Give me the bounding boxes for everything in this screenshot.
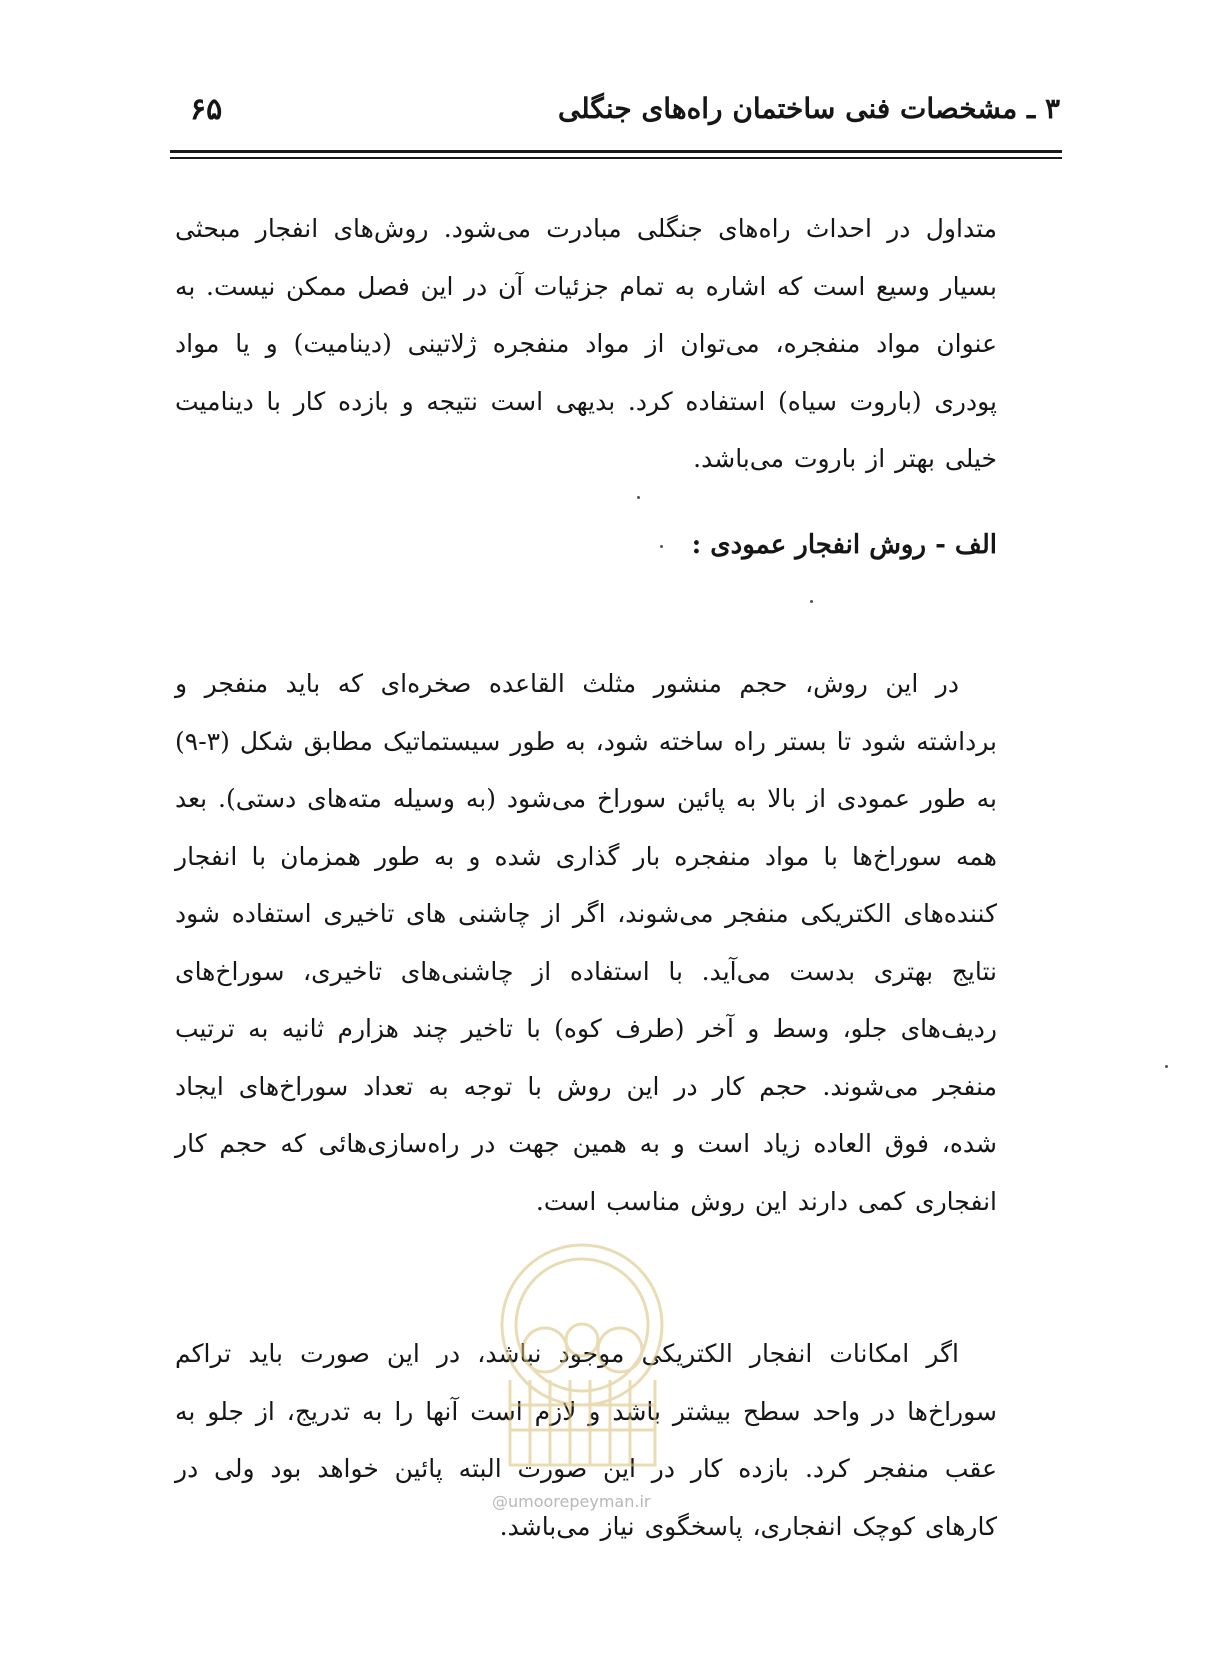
header-rule-thick (170, 150, 1062, 153)
page-header (170, 88, 1060, 138)
watermark-url: @umoorepeyman.ir (492, 1492, 651, 1511)
body-paragraph-1: متداول در احداث راه‌های جنگلی مبادرت می‌شود. روش‌های انفجار مبحثی بسیار وسیع است که اشاره به تمام جزئیات آن در این فصل ممکن نیست. به عنوان مواد منفجره، می‌توان از مواد منفجره ژلاتینی (دینامیت) و یا مواد پودری (باروت سیاه) استفاده کرد. بدیهی است نتیجه و بازده کار با دینامیت خیلی بهتر از باروت می‌باشد. (175, 214, 997, 473)
body-paragraph-2: در این روش، حجم منشور مثلث القاعده صخره‌ای که باید منفجر و برداشته شود تا بستر راه ساخته شود، به طور سیستماتیک مطابق شکل (۳-۹) به طور عمودی از بالا به پائین سوراخ می‌شود (به وسیله مته‌های دستی). بعد همه سوراخ‌ها با مواد منفجره بار گذاری شده و به طور همزمان با انفجار کننده‌های الکتریکی منفجر می‌شوند، اگر از چاشنی های تاخیری استفاده شود نتایج بهتری بدست می‌آید. با استفاده از چاشنی‌های تاخیری، سوراخ‌های ردیف‌های جلو، وسط و آخر (طرف کوه) با تاخیر چند هزارم ثانیه به ترتیب منفجر می‌شوند. حجم کار در این روش با توجه به تعداد سوراخ‌های ایجاد شده، فوق العاده زیاد است و به همین جهت در راه‌سازی‌هائی که حجم کار انفجاری کمی دارند این روش مناسب است. (175, 669, 997, 1216)
running-title: ۳ ـ مشخصات فنی ساختمان راه‌های جنگلی (557, 92, 1060, 125)
page-number: ۶۵ (190, 92, 223, 127)
scan-speck (810, 600, 813, 603)
section-heading: الف - روش انفجار عمودی : (691, 530, 997, 560)
watermark-seal-icon (470, 1230, 695, 1480)
scan-speck (660, 545, 663, 548)
body-paragraph-3: اگر امکانات انفجار الکتریکی موجود نباشد، در این صورت باید تراکم سوراخ‌ها در واحد سطح بیشتر باشد و لازم است آنها را به تدریج، از جلو به عقب منفجر کرد. بازده کار در این صورت البته پائین خواهد بود ولی در کارهای کوچک انفجاری، پاسخگوی نیاز می‌باشد. (175, 1339, 997, 1541)
scan-speck (1165, 1065, 1168, 1068)
scan-speck (637, 496, 640, 499)
header-rule-thin (170, 157, 1062, 159)
